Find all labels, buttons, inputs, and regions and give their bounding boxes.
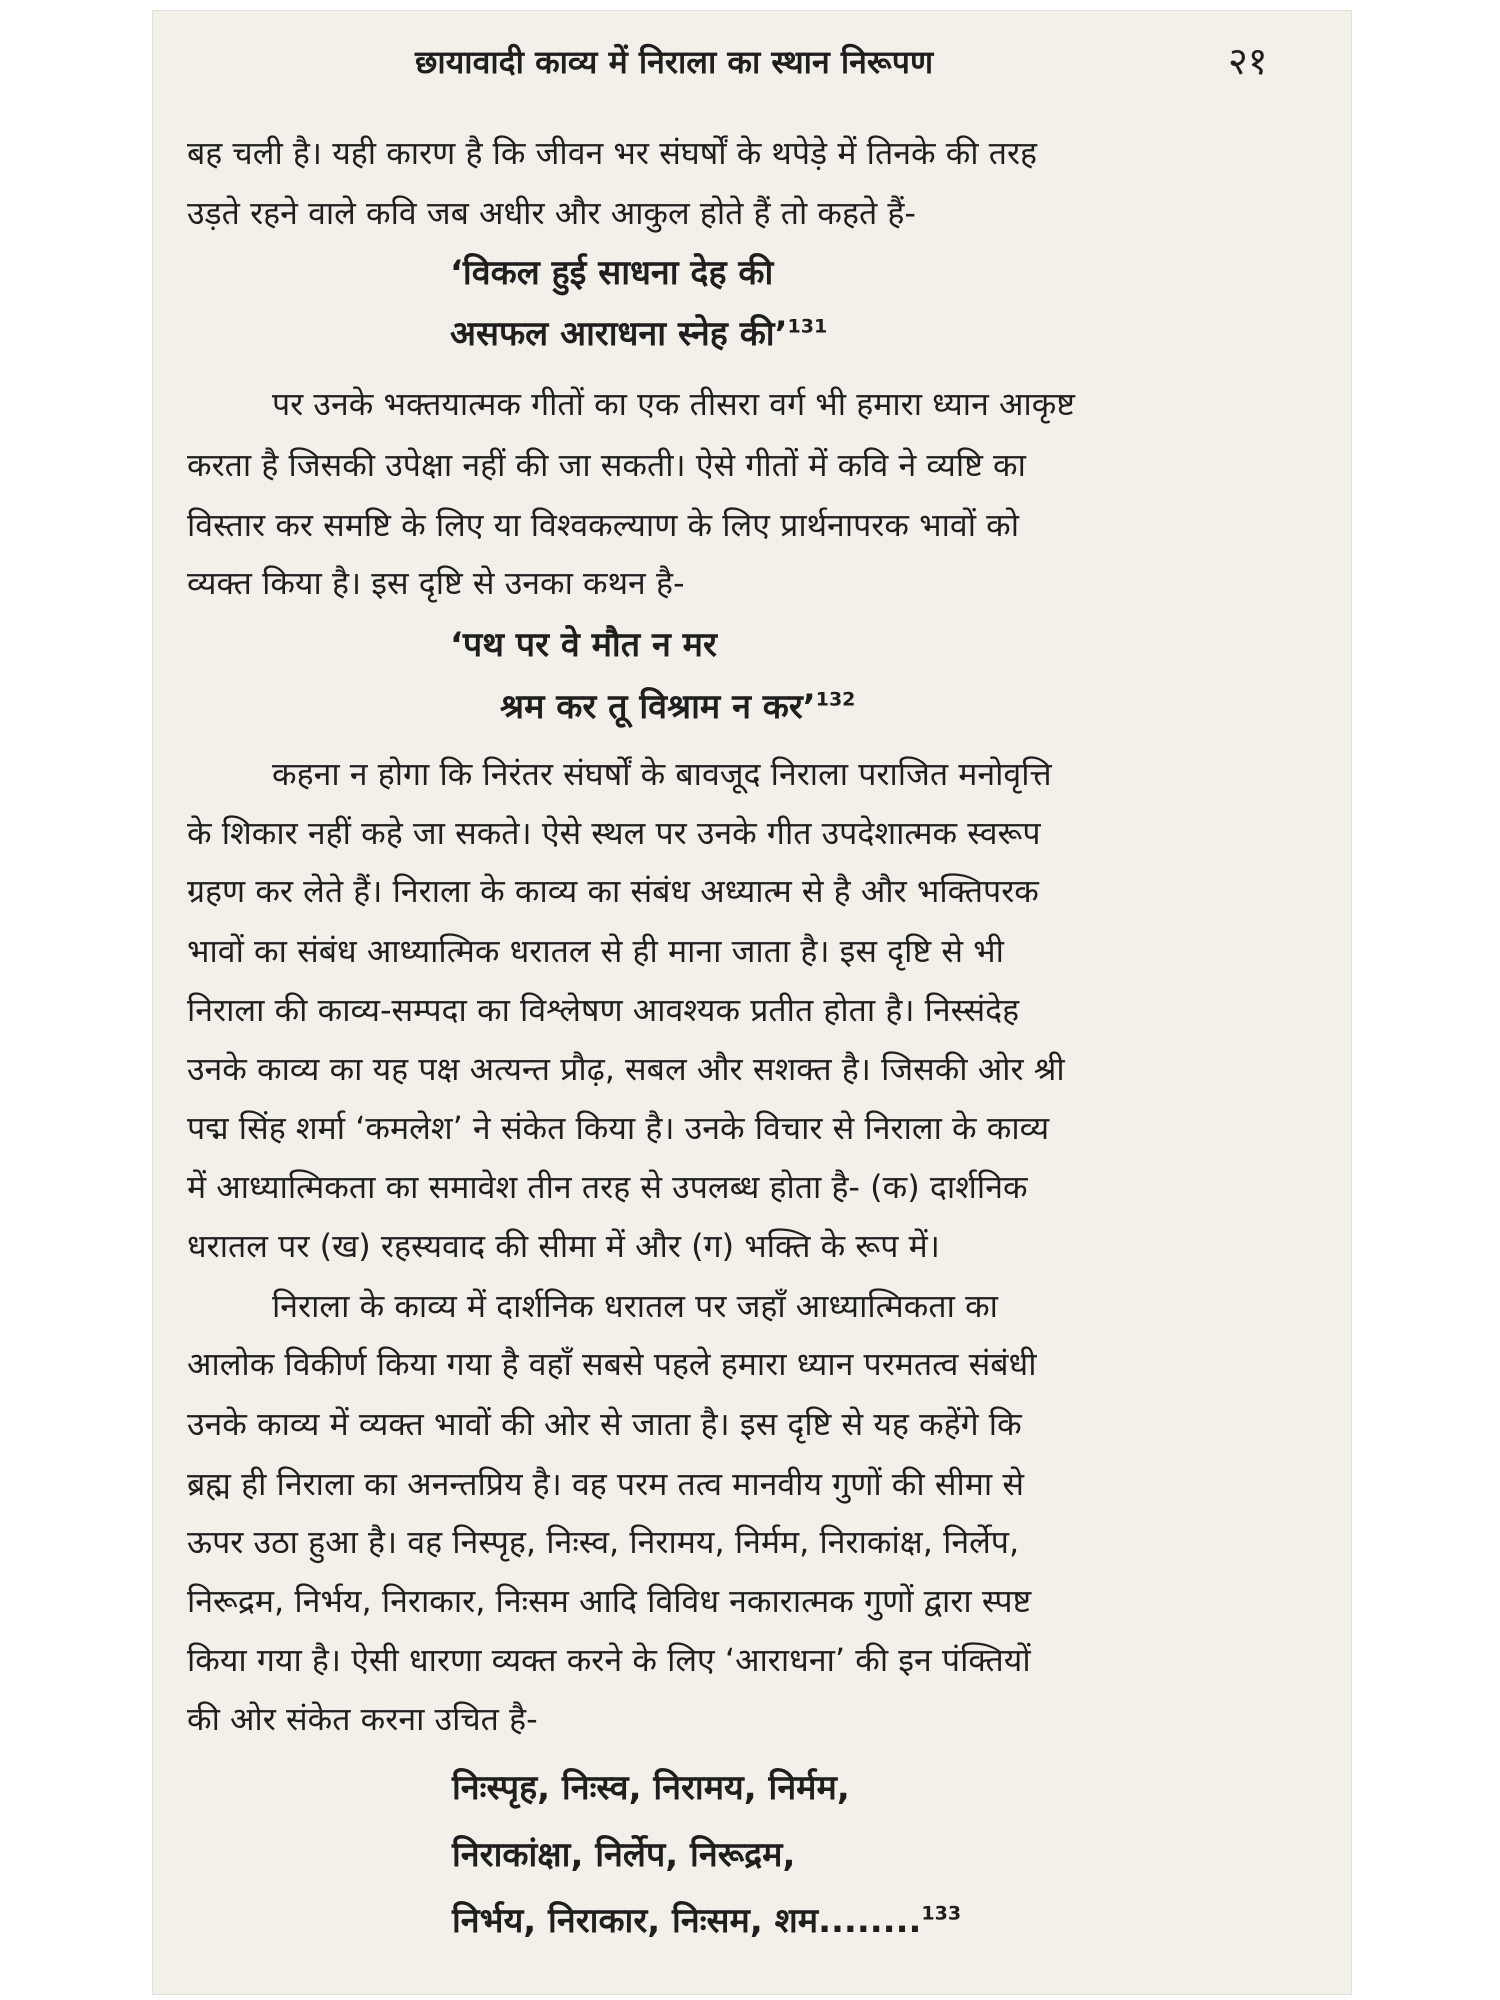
- body-line: विस्तार कर समष्टि के लिए या विश्वकल्याण के लिए प्रार्थनापरक भावों को: [187, 506, 1020, 544]
- body-line: उनके काव्य में व्यक्त भावों की ओर से जाता है। इस दृष्टि से यह कहेंगे कि: [187, 1405, 1022, 1443]
- verse-line: [500, 686, 855, 728]
- body-line: कहना न होगा कि निरंतर संघर्षों के बावजूद निराला पराजित मनोवृत्ति: [272, 755, 1052, 793]
- body-line: उड़ते रहने वाले कवि जब अधीर और आकुल होते हैं तो कहते हैं-: [187, 194, 916, 232]
- verse-line-text: निर्भय, निराकार, निःसम, शम........: [452, 1901, 922, 1941]
- verse-line: [450, 313, 827, 355]
- page-number: २१: [1228, 39, 1268, 83]
- body-line: के शिकार नहीं कहे जा सकते। ऐसे स्थल पर उनके गीत उपदेशात्मक स्वरूप: [187, 814, 1041, 852]
- body-line: निराला के काव्य में दार्शनिक धरातल पर जहाँ आध्यात्मिकता का: [272, 1287, 998, 1325]
- running-header-title: छायावादी काव्य में निराला का स्थान निरूपण: [415, 43, 934, 81]
- body-line: बह चली है। यही कारण है कि जीवन भर संघर्षों के थपेड़े में तिनके की तरह: [187, 134, 1038, 172]
- body-line: ब्रह्म ही निराला का अनन्तप्रिय है। वह परम तत्व मानवीय गुणों की सीमा से: [187, 1465, 1024, 1503]
- body-line: में आध्यात्मिकता का समावेश तीन तरह से उपलब्ध होता है- (क) दार्शनिक: [187, 1168, 1028, 1206]
- body-line: ऊपर उठा हुआ है। वह निस्पृह, निःस्व, निरामय, निर्मम, निराकांक्ष, निर्लेप,: [187, 1523, 1020, 1561]
- footnote-ref: 132: [815, 688, 856, 711]
- verse-line: ‘विकल हुई साधना देह की: [450, 253, 774, 293]
- body-line: धरातल पर (ख) रहस्यवाद की सीमा में और (ग) भक्ति के रूप में।: [187, 1227, 940, 1265]
- verse-line: ‘पथ पर वे मौत न मर: [450, 625, 717, 665]
- body-line: किया गया है। ऐसी धारणा व्यक्त करने के लिए ‘आराधना’ की इन पंक्तियों: [187, 1641, 1031, 1679]
- verse-line: [452, 1900, 961, 1942]
- verse-line-text: श्रम कर तू विश्राम न कर’: [500, 687, 816, 727]
- verse-line: निराकांक्षा, निर्लेप, निरूद्रम,: [452, 1835, 796, 1875]
- body-line: पर उनके भक्तयात्मक गीतों का एक तीसरा वर्ग भी हमारा ध्यान आकृष्ट: [272, 385, 1075, 423]
- body-line: व्यक्त किया है। इस दृष्टि से उनका कथन है-: [187, 564, 685, 602]
- verse-line: निःस्पृह, निःस्व, निरामय, निर्मम,: [452, 1768, 850, 1808]
- body-line: निराला की काव्य-सम्पदा का विश्लेषण आवश्यक प्रतीत होता है। निस्संदेह: [187, 991, 1020, 1029]
- body-line: उनके काव्य का यह पक्ष अत्यन्त प्रौढ़, सबल और सशक्त है। जिसकी ओर श्री: [187, 1050, 1065, 1088]
- body-line: ग्रहण कर लेते हैं। निराला के काव्य का संबंध अध्यात्म से है और भक्तिपरक: [187, 872, 1039, 910]
- body-line: आलोक विकीर्ण किया गया है वहाँ सबसे पहले हमारा ध्यान परमतत्व संबंधी: [187, 1345, 1037, 1383]
- verse-line-text: असफल आराधना स्नेह की’: [450, 314, 788, 354]
- footnote-ref: 133: [921, 1902, 962, 1925]
- body-line: की ओर संकेत करना उचित है-: [187, 1700, 538, 1738]
- body-line: पद्म सिंह शर्मा ‘कमलेश’ ने संकेत किया है। उनके विचार से निराला के काव्य: [187, 1109, 1050, 1147]
- body-line: निरूद्रम, निर्भय, निराकार, निःसम आदि विविध नकारात्मक गुणों द्वारा स्पष्ट: [187, 1582, 1032, 1620]
- body-line: भावों का संबंध आध्यात्मिक धरातल से ही माना जाता है। इस दृष्टि से भी: [187, 932, 1004, 970]
- body-line: करता है जिसकी उपेक्षा नहीं की जा सकती। ऐसे गीतों में कवि ने व्यष्टि का: [187, 446, 1026, 484]
- footnote-ref: 131: [787, 315, 828, 338]
